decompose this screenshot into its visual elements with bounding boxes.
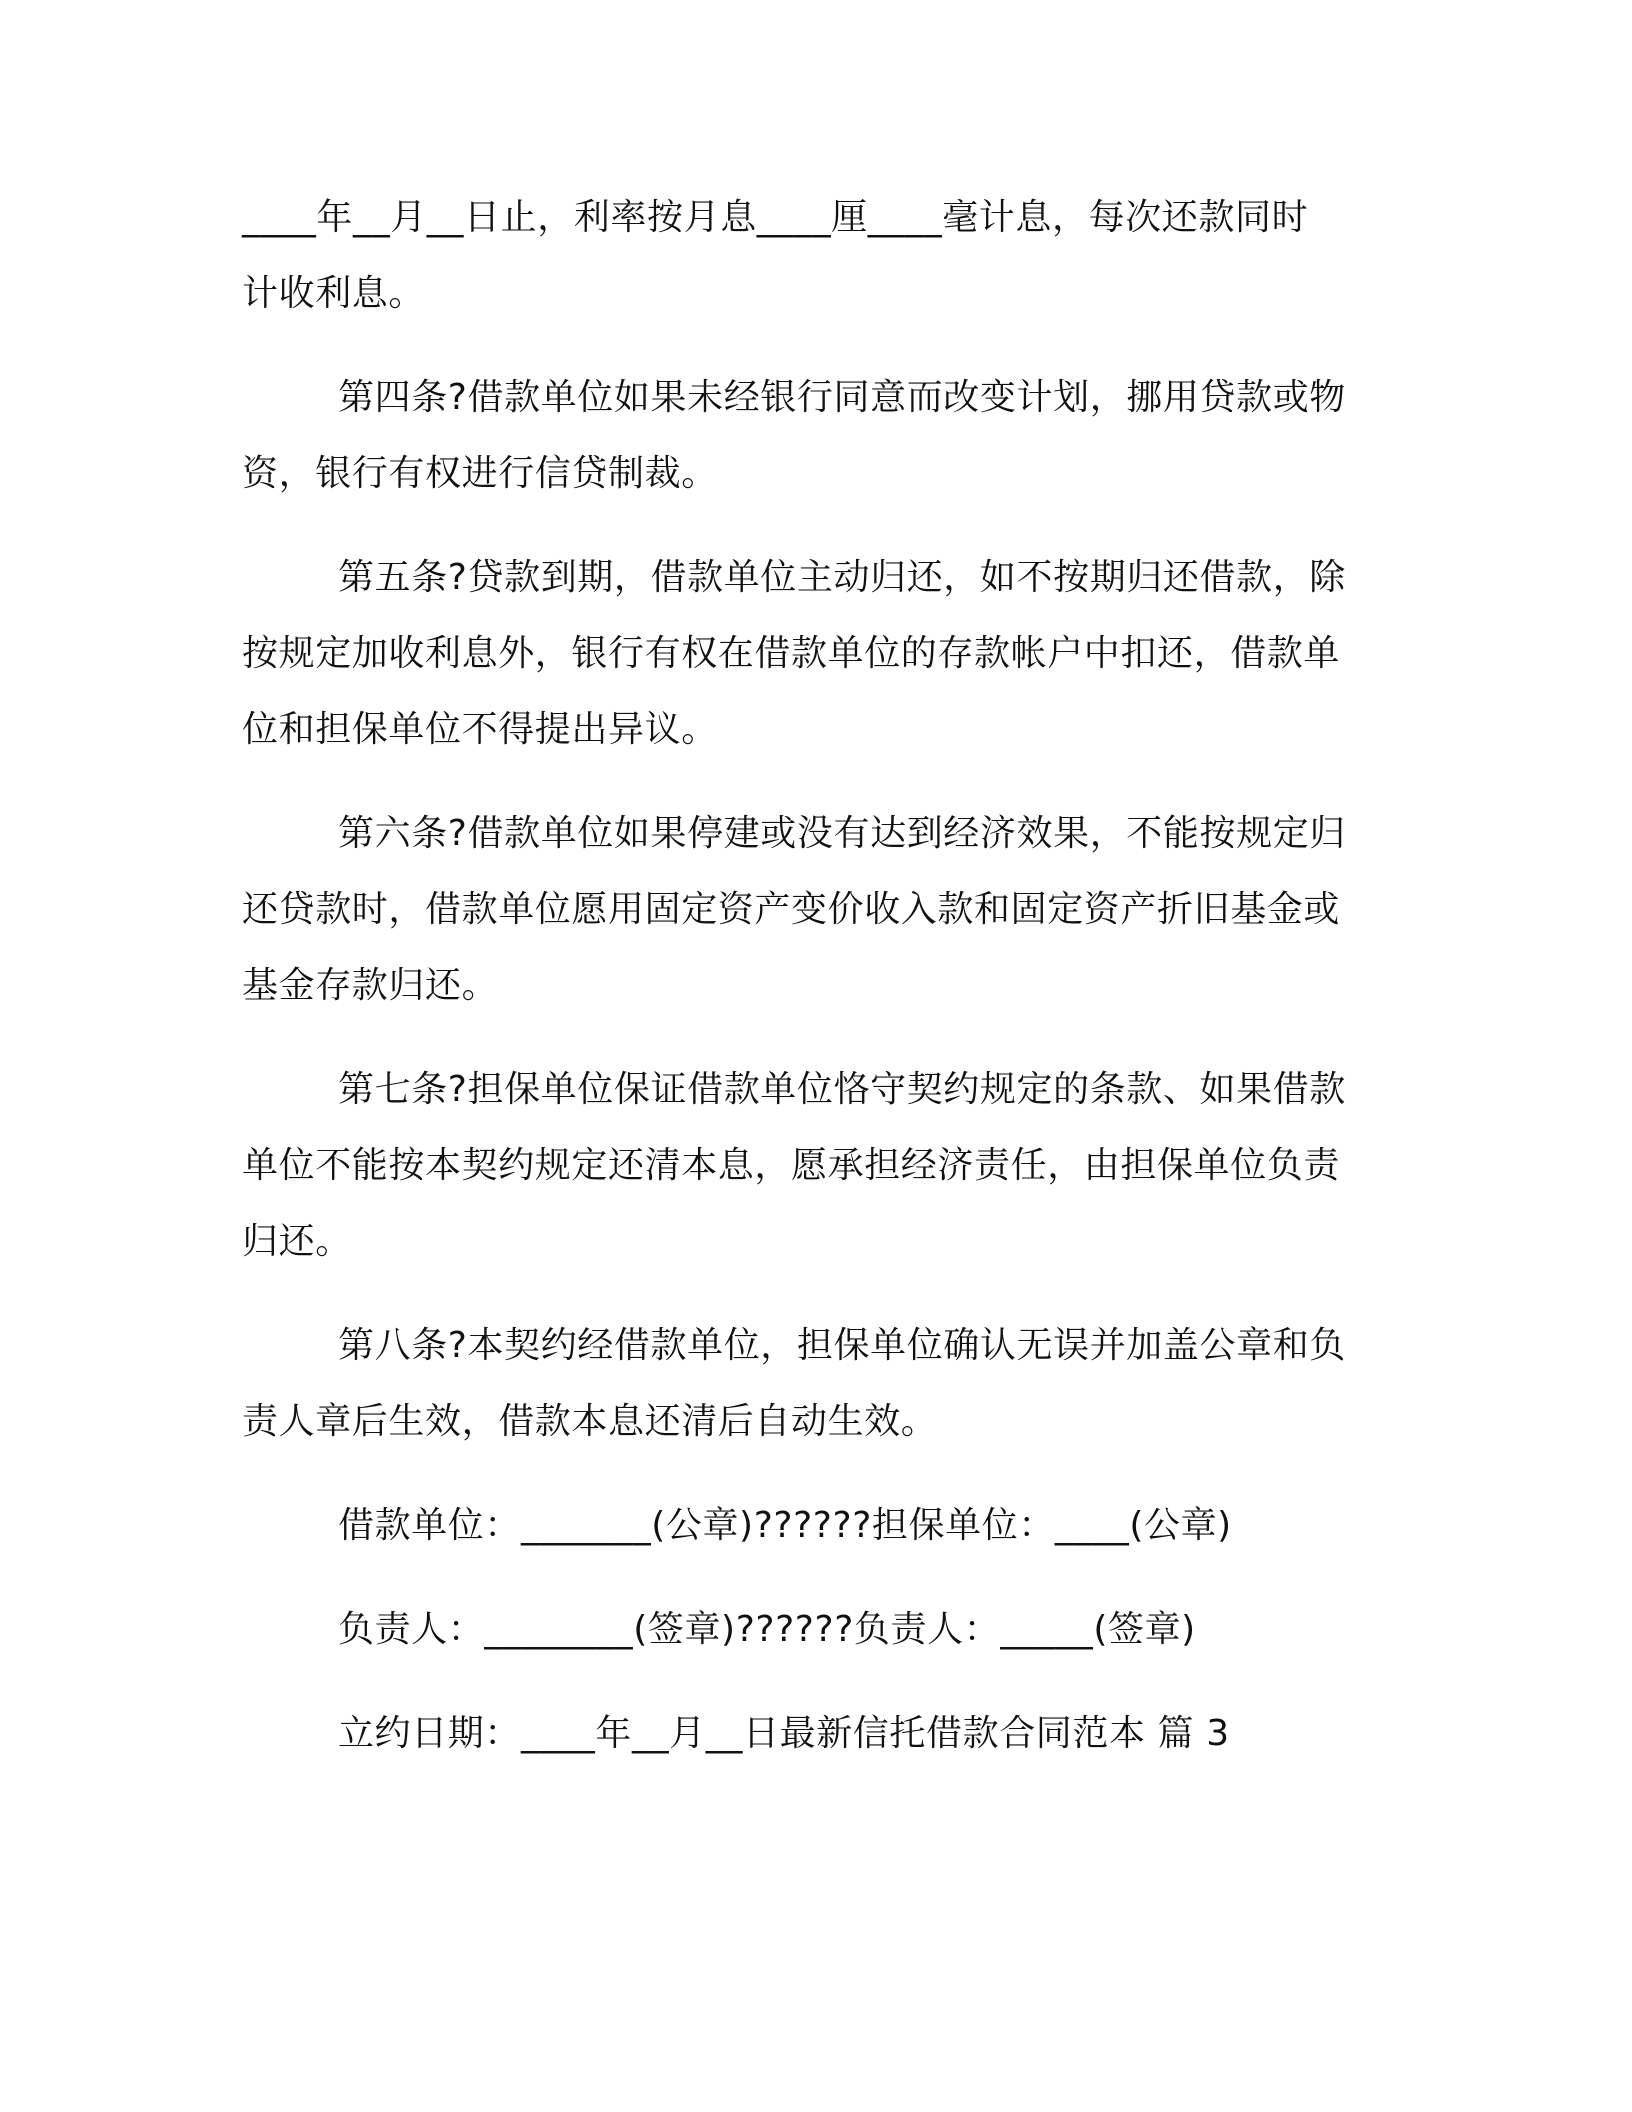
signature-responsible-persons: 负责人：________(签章)??????负责人：_____(签章) xyxy=(338,1609,1196,1650)
paragraph-1-line-2: 计收利息。 xyxy=(242,273,426,314)
article-6-line-2: 还贷款时，借款单位愿用固定资产变价收入款和固定资产折旧基金或 xyxy=(242,889,1341,930)
article-4-line-2: 资，银行有权进行信贷制裁。 xyxy=(242,453,718,494)
article-5-line-2: 按规定加收利息外，银行有权在借款单位的存款帐户中扣还，借款单 xyxy=(242,633,1341,674)
article-6-line-1: 第六条?借款单位如果停建或没有达到经济效果，不能按规定归 xyxy=(338,813,1346,854)
paragraph-1-line-1: ____年__月__日止，利率按月息____厘____毫计息，每次还款同时 xyxy=(242,197,1309,238)
signature-contract-date: 立约日期：____年__月__日最新信托借款合同范本 篇 3 xyxy=(338,1713,1230,1754)
article-7-line-1: 第七条?担保单位保证借款单位恪守契约规定的条款、如果借款 xyxy=(338,1069,1346,1110)
article-4-line-1: 第四条?借款单位如果未经银行同意而改变计划，挪用贷款或物 xyxy=(338,377,1346,418)
article-7-line-3: 归还。 xyxy=(242,1221,352,1262)
article-8-line-1: 第八条?本契约经借款单位，担保单位确认无误并加盖公章和负 xyxy=(338,1325,1346,1366)
article-8-line-2: 责人章后生效，借款本息还清后自动生效。 xyxy=(242,1401,938,1442)
signature-borrower-guarantor: 借款单位：_______(公章)??????担保单位：____(公章) xyxy=(338,1505,1232,1546)
article-6-line-3: 基金存款归还。 xyxy=(242,965,499,1006)
article-5-line-3: 位和担保单位不得提出异议。 xyxy=(242,709,718,750)
article-5-line-1: 第五条?贷款到期，借款单位主动归还，如不按期归还借款，除 xyxy=(338,557,1346,598)
article-7-line-2: 单位不能按本契约规定还清本息，愿承担经济责任，由担保单位负责 xyxy=(242,1145,1341,1186)
